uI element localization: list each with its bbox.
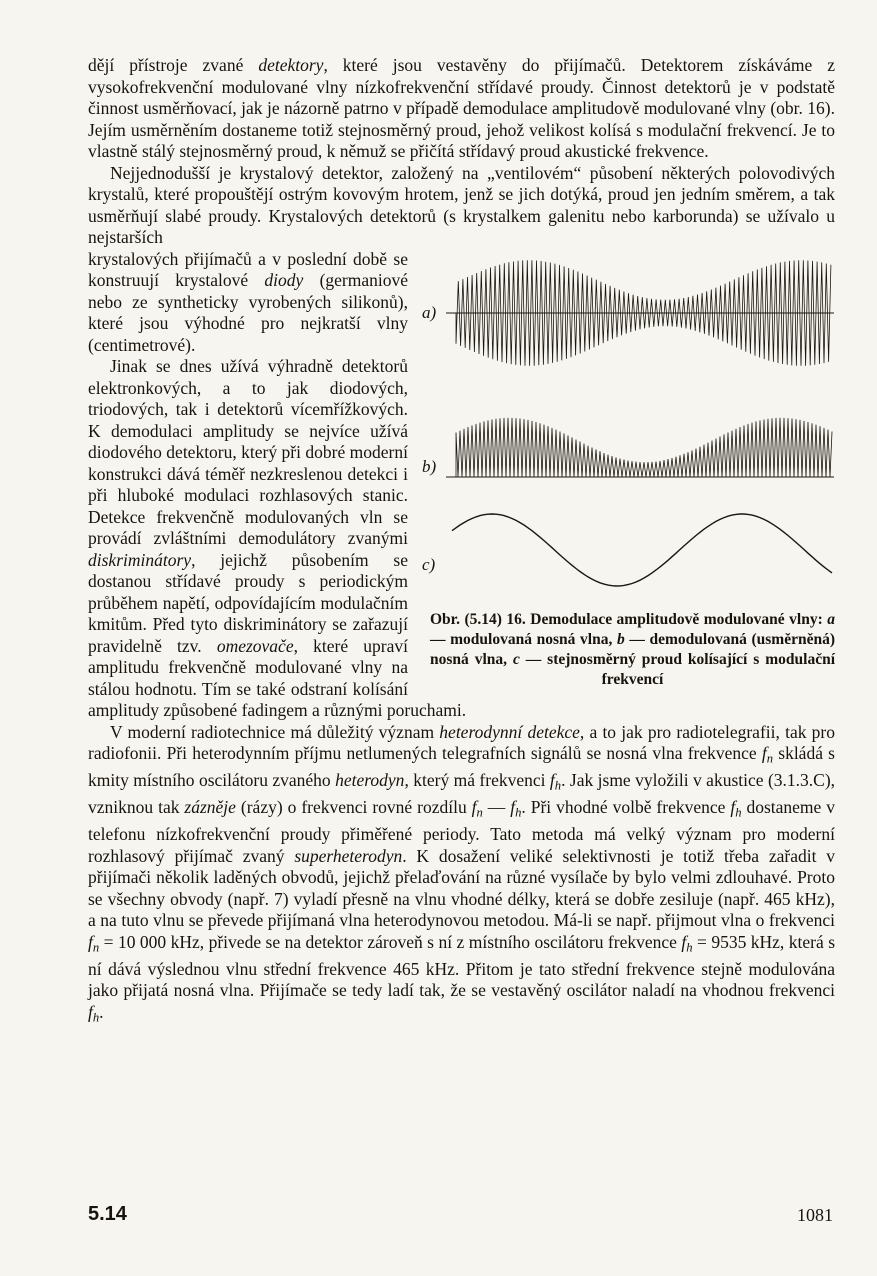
page-number: 1081	[797, 1205, 833, 1225]
text-run: h	[735, 805, 742, 820]
text-run: . Jak jsme vyložili v akustice (3.1.3.C), vzniknou tak	[88, 770, 836, 818]
text-run: f	[549, 770, 555, 791]
text-run: dostaneme v telefonu nízkofrekvenční proudy přiměřené periody. Tato metoda má velký význam pro moderní rozhlasový přijímač zvaný	[88, 797, 836, 866]
text-run: f	[88, 1001, 93, 1022]
waveform-b-label: b)	[422, 456, 437, 476]
text-run: , které jsou vestavěny do přijímačů. Detektorem získáváme z vysokofrekvenční modulované vlny nízkofrekvenční střídavé proudy. Činnost detektorů je v podstatě činnost usměrňovací, jak je názorně patrno v případě demodulace amplitudově modulované vlny (obr. 16). Jejím usměrněním dostaneme totiž stejnosměrný proud, jehož velikost kolísá s modulační frekvencí. Je to vlastně stálý stejnosměrný proud, k němuž se přičítá střídavý proud akustické frekvence.	[88, 55, 835, 161]
text-run: , který má frekvenci	[404, 770, 550, 791]
text-with-figure	[88, 249, 835, 722]
text-run: Jinak se dnes užívá výhradně detektorů elektronkových, a to jak diodových, triodových, tak i detektorů vícemřížkových. K demodulaci amplitudy se nejvíce užívá diodového detektoru, který při dobré moderní konstrukci dává téměř nezkreslenou detekci i při hluboké modulaci rozhlasových stanic. Detekce frekvenčně modulovaných vln se provádí zvláštními demodulátory zvanými	[88, 356, 408, 548]
waveforms-svg	[444, 253, 835, 598]
text-run: , které upraví amplitudu frekvenčně modulované vlny na stálou hodnotu. Tím se také odstraní kolísání amplitudy způsobené fadingem a různými poruchami.	[88, 635, 467, 720]
text-run: b	[616, 630, 625, 648]
waveform-a-modulated-carrier	[456, 260, 831, 366]
text-run: n	[766, 751, 774, 766]
text-run: omezovače	[216, 635, 294, 656]
text-run: — modulovaná nosná vlna,	[430, 630, 617, 648]
text-run: Obr. (5.14) 16. Demodulace amplitudově modulované vlny:	[430, 610, 828, 628]
text-run: dějí přístroje zvané	[88, 55, 259, 75]
text-run: h	[515, 805, 522, 820]
text-run: heterodyn	[335, 770, 405, 791]
text-run: .	[99, 1001, 104, 1022]
text-run: = 9535 kHz, která s ní dává výslednou vlnu střední frekvence 465 kHz. Přitom je tato střední frekvence stejně modulována jako přijatá nosná vlna. Přijímače se tedy ladí tak, že se vestavěný oscilátor naladí na vhodnou frekvenci	[88, 931, 835, 1001]
text-run: a	[827, 610, 835, 628]
paragraph-2-intro	[88, 163, 835, 249]
waveform-c-label: c)	[422, 554, 436, 574]
figure-16	[422, 253, 835, 690]
waveform-a-label: a)	[422, 302, 437, 322]
text-run: f	[761, 743, 767, 763]
text-run: Nejjednodušší je krystalový detektor, založený na „ventilovém“ působení některých polovodivých krystalů, které propouštějí ostrým kovovým hrotem, jenž se jich dotýká, proud jen jedním směrem, a tak usměrňují slabé proudy. Krystalových detektorů (s krystalkem galenitu nebo karborunda) se užívalo u nejstarších	[88, 162, 835, 247]
text-run: (rázy) o frekvenci rovné rozdílu	[235, 797, 472, 818]
text-run: n	[476, 805, 483, 820]
section-number: 5.14	[88, 1203, 127, 1225]
waveform-c-smooth-modulation	[452, 514, 832, 586]
text-run: diody	[264, 270, 304, 290]
text-run: f	[510, 797, 516, 818]
text-run: diskriminátory	[88, 549, 192, 570]
text-run: zázněje	[184, 797, 236, 818]
text-run: n	[92, 940, 100, 955]
waveform-diagram	[422, 253, 835, 598]
text-run: , a to jak pro radiotelegrafii, tak pro radiofonii. Při heterodynním příjmu netlumených telegrafních signálů se nosná vlna frekvence	[88, 721, 835, 763]
text-run: . K dosažení veliké selektivnosti je totiž třeba zařadit v přijímači několik laděných obvodů, jejichž přelaďování na různé vysílače by bylo velmi zdlouhavé. Proto se všechny obvody (např. 7) vyladí přesně na vlnu vhodné délky, která se dobře zesiluje (např. 465 kHz), a na tuto vlnu se převede přijímaná vlna heterodynovou metodou. Má-li se např. přijmout vlna o frekvenci	[88, 845, 835, 931]
text-run: f	[471, 797, 477, 818]
waveform-b-rectified-carrier	[456, 417, 832, 476]
text-run: krystalových přijímačů a v poslední době se konstruují krystalové	[88, 248, 408, 290]
text-run: detektory	[258, 55, 324, 75]
text-run: . Při vhodné volbě frekvence	[521, 797, 731, 818]
text-run: (germaniové nebo ze syntheticky vyrobených silikonů), které jsou výhodné pro nejkratší vlny (centimetrové).	[88, 270, 408, 355]
text-run: h	[92, 1010, 100, 1025]
text-run: h	[554, 778, 562, 793]
text-run: = 10 000 kHz, přivede se na detektor zároveň s ní z místního oscilátoru frekvence	[99, 931, 682, 952]
text-run: skládá s kmity místního oscilátoru zvaného	[88, 743, 835, 791]
text-run: superheterodyn	[294, 845, 403, 866]
text-run: f	[88, 931, 93, 952]
text-run: , jejichž působením se dostanou střídavé proudy s periodickým průběhem napětí, odpovídajícím modulačním kmitům. Před tyto diskriminátory se zařazují pravidelně tzv.	[88, 549, 408, 656]
paragraph-1	[88, 55, 835, 163]
text-run: — stejnosměrný proud kolísající s modulační frekvencí	[519, 650, 835, 688]
text-run: —	[482, 797, 511, 818]
text-run: h	[686, 940, 693, 955]
paragraph-4	[88, 722, 835, 1029]
text-run: V moderní radiotechnice má důležitý význam	[110, 721, 440, 742]
text-run: heterodynní detekce	[439, 721, 580, 742]
figure-caption	[422, 610, 835, 690]
text-run: f	[730, 797, 736, 818]
text-run: — demodulovaná (usměrněná) nosná vlna,	[430, 630, 835, 668]
text-run: c	[512, 650, 520, 668]
text-run: f	[681, 931, 687, 952]
